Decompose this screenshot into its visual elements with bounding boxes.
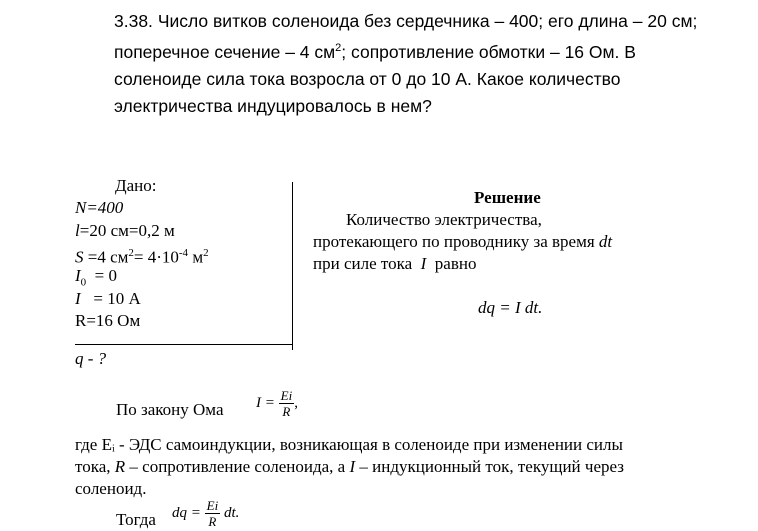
ohm-fraction: $\frac{Ei}{R}$ xyxy=(280,388,293,419)
given-n: N=400 xyxy=(75,198,124,217)
problem-statement xyxy=(114,8,734,120)
text-line-3: соленоид. xyxy=(75,479,147,498)
given-i: I = 10 А xyxy=(75,289,141,308)
given-find: q - ? xyxy=(75,349,107,368)
given-r: R=16 Ом xyxy=(75,311,141,330)
problem-number: 3.38. xyxy=(114,11,153,31)
then-formula: dq = $\frac{Ei}{R}$ dt. xyxy=(172,498,240,529)
vertical-divider xyxy=(292,182,293,350)
solution-line-2: протекающего по проводнику за время dt xyxy=(313,232,613,251)
given-header: Дано: xyxy=(115,176,157,195)
solution-line-1: Количество электричества, xyxy=(346,210,542,229)
given-length: l=20 см=0,2 м xyxy=(75,221,175,240)
text-line-2: тока, R – сопротивление соленоида, а I – индукционный ток, текущий через xyxy=(75,457,624,476)
solution-line-3: при силе тока I равно xyxy=(313,254,477,273)
then-fraction: $\frac{Ei}{R}$ xyxy=(206,498,219,529)
formula-dq: dq = I dt. xyxy=(478,298,543,317)
problem-line-2: поперечное сечение – 4 $см^2$; сопротивление обмотки – 16 Ом. В xyxy=(114,41,636,62)
problem-line-4: электричества индуцировалось в нем? xyxy=(114,95,432,116)
solution-header: Решение xyxy=(474,188,541,207)
ohm-label: По закону Ома xyxy=(116,400,224,419)
given-area: S =4 $см^2= 4\cdot 10^{-4}$ $м^2$ xyxy=(75,247,209,267)
given-i0: $I_0 = 0$ xyxy=(75,266,118,289)
problem-line-1: 3.38. Число витков соленоида без сердечника – 400; его длина – 20 см; xyxy=(114,11,698,31)
then-label: Тогда xyxy=(116,510,156,529)
given-divider xyxy=(75,344,292,345)
problem-line-3: соленоиде сила тока возросла от 0 до 10 А. Какое количество xyxy=(114,68,621,89)
text-line-1: где Eᵢ - ЭДС самоиндукции, возникающая в соленоиде при изменении силы xyxy=(75,435,623,454)
ohm-formula: I = $\frac{Ei}{R}$ , xyxy=(256,388,298,419)
